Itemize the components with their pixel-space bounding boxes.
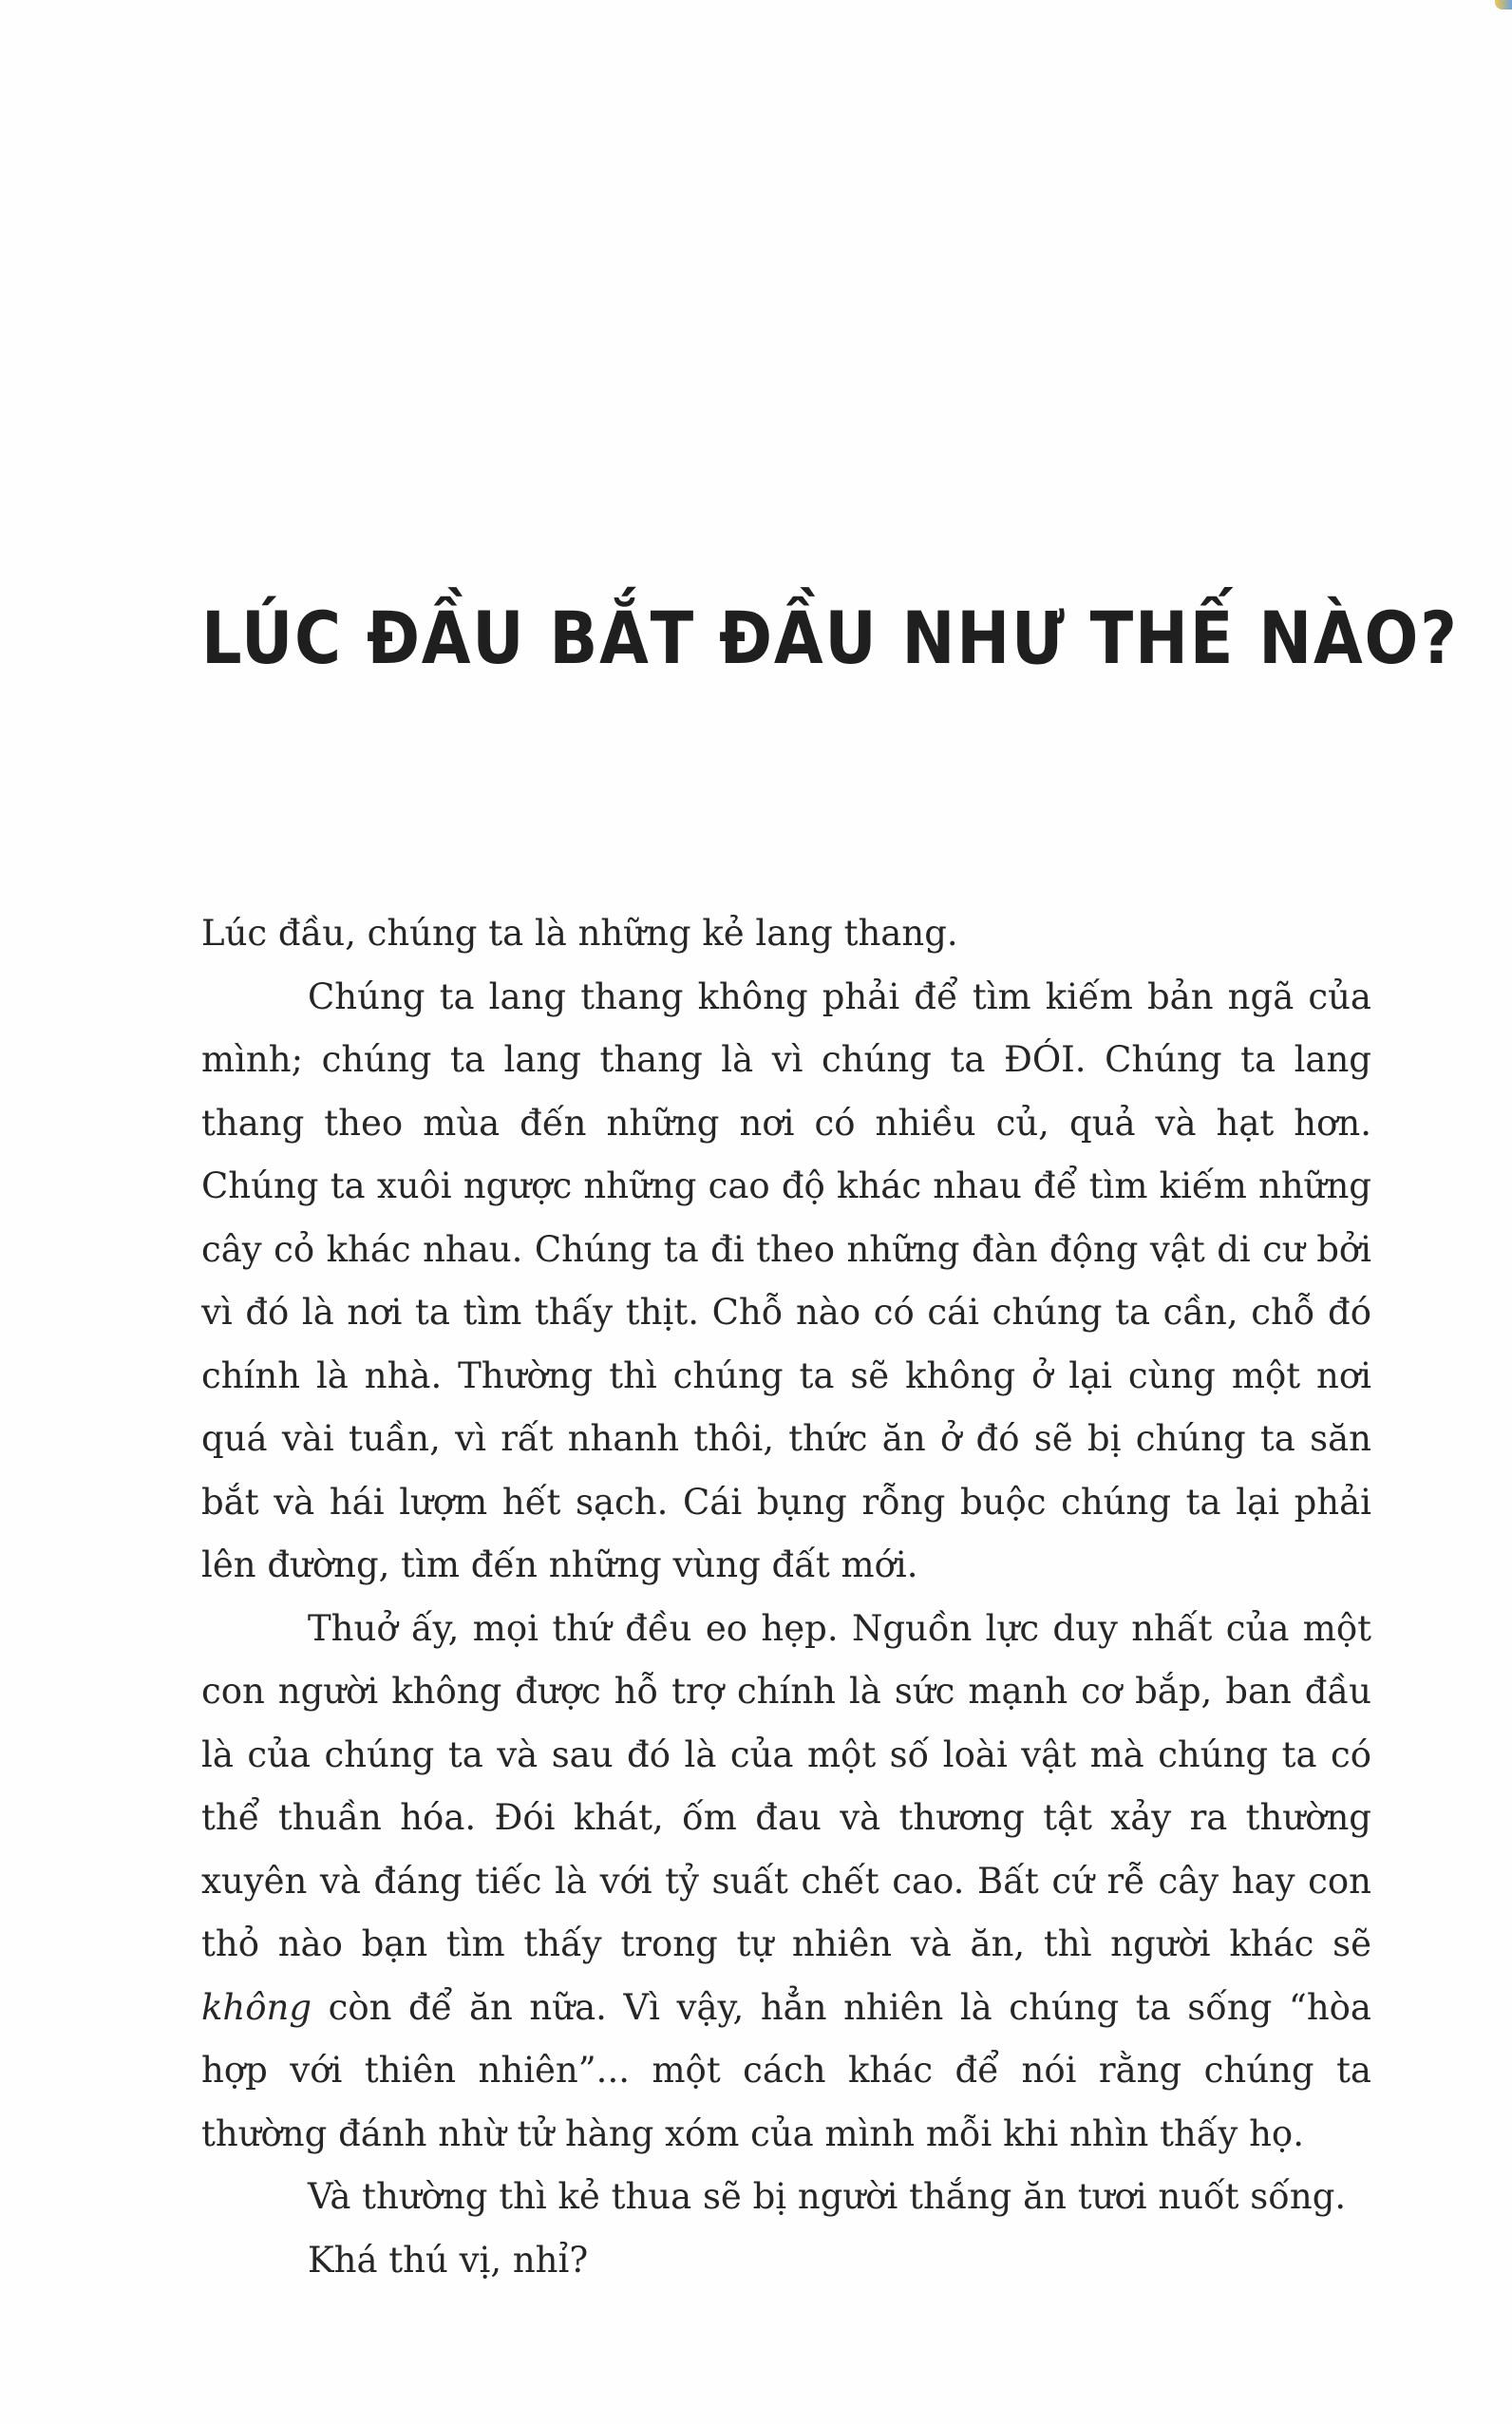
paragraph-3-text-end: còn để ăn nữa. Vì vậy, hẳn nhiên là chúng ta sống “hòa hợp với thiên nhiên”... một cách khác để nói rằng chúng ta thường đánh nhừ tử hàng xóm của mình mỗi khi nhìn thấy họ. — [201, 1986, 1371, 2154]
paragraph-2: Chúng ta lang thang không phải để tìm kiếm bản ngã của mình; chúng ta lang thang là vì chúng ta ĐÓI. Chúng ta lang thang theo mùa đến những nơi có nhiều củ, quả và hạt hơn. Chúng ta xuôi ngược những cao độ khác nhau để tìm kiếm những cây cỏ khác nhau. Chúng ta đi theo những đàn động vật di cư bởi vì đó là nơi ta tìm thấy thịt. Chỗ nào có cái chúng ta cần, chỗ đó chính là nhà. Thường thì chúng ta sẽ không ở lại cùng một nơi quá vài tuần, vì rất nhanh thôi, thức ăn ở đó sẽ bị chúng ta săn bắt và hái lượm hết sạch. Cái bụng rỗng buộc chúng ta lại phải lên đường, tìm đến những vùng đất mới. — [201, 975, 1371, 1585]
paragraph-4: Và thường thì kẻ thua sẽ bị người thắng ăn tươi nuốt sống. — [308, 2176, 1347, 2217]
corner-color-mark — [1495, 0, 1512, 9]
paragraph-5: Khá thú vị, nhỉ? — [308, 2239, 589, 2281]
paragraph-3-text-start: Thuở ấy, mọi thứ đều eo hẹp. Nguồn lực duy nhất của một con người không được hỗ trợ chính là sức mạnh cơ bắp, ban đầu là của chúng ta và sau đó là của một số loài vật mà chúng ta có thể thuần hóa. Đói khát, ốm đau và thương tật xảy ra thường xuyên và đáng tiếc là với tỷ suất chết cao. Bất cứ rễ cây hay con thỏ nào bạn tìm thấy trong tự nhiên và ăn, thì người khác sẽ — [201, 1607, 1371, 1964]
chapter-title: LÚC ĐẦU BẮT ĐẦU NHƯ THẾ NÀO? — [201, 596, 1459, 680]
paragraph-1: Lúc đầu, chúng ta là những kẻ lang thang. — [201, 913, 958, 954]
paragraph-3 — [201, 1598, 1371, 2167]
emphasis-khong: không — [201, 1986, 312, 2028]
chapter-body — [201, 902, 1371, 2292]
